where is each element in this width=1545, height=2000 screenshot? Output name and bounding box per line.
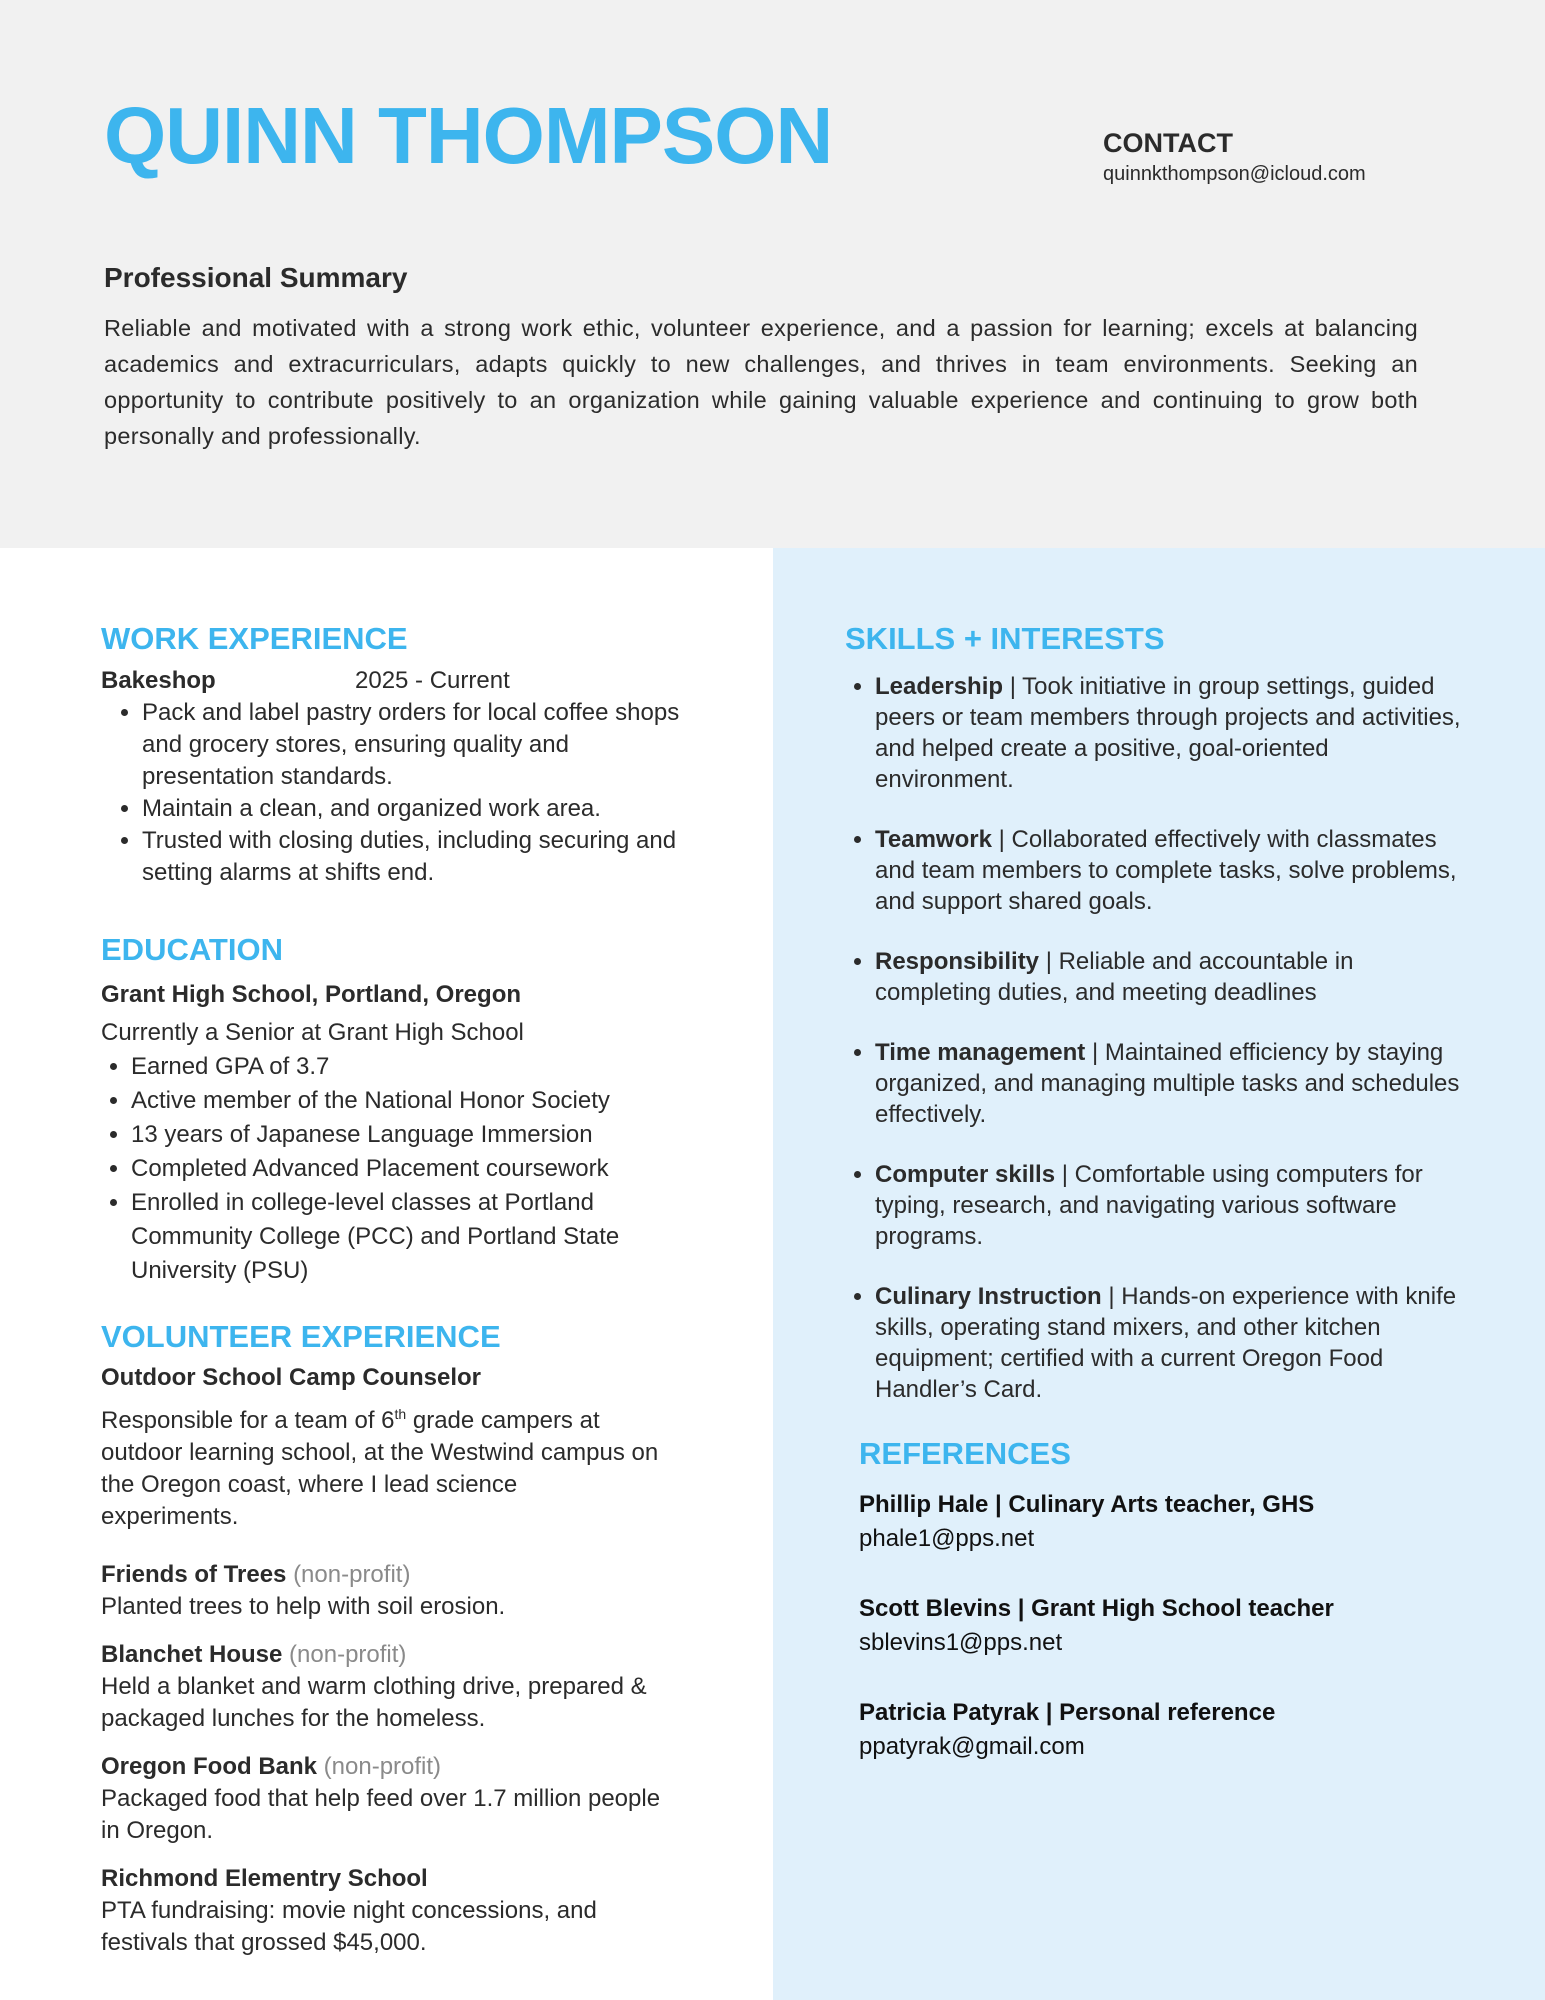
volunteer-org-line [101, 1863, 681, 1895]
job-row [101, 665, 681, 697]
counselor-text-b: grade campers at outdoor learning school, at the Westwind campus on the Oregon coast, where I lead science experiments. [101, 1406, 659, 1530]
volunteer-org: Oregon Food Bank [101, 1752, 317, 1780]
contact-heading: CONTACT [1103, 128, 1233, 158]
reference-entry [859, 1488, 1470, 1556]
reference-email[interactable]: phale1@pps.net [859, 1525, 1035, 1553]
volunteer-desc: Held a blanket and warm clothing drive, prepared & packaged lunches for the homeless. [101, 1672, 647, 1732]
list-item: • Maintain a clean, and organized work area. [142, 793, 681, 825]
volunteer-tag: (non-profit) [289, 1640, 407, 1668]
summary-heading: Professional Summary [104, 262, 408, 293]
skill-text: | Took initiative in group settings, guided peers or team members through projects and activities, and helped create a positive, goal-oriented environment. [875, 673, 1461, 794]
reference-name: Patricia Patyrak | Personal reference [859, 1699, 1276, 1727]
counselor-description [101, 1398, 661, 1533]
list-item: • Trusted with closing duties, including securing and setting alarms at shifts end. [142, 825, 681, 889]
volunteer-tag: (non-profit) [293, 1560, 411, 1588]
skill-text: | Maintained efficiency by staying organized, and managing multiple tasks and schedules effectively. [875, 1039, 1460, 1129]
skills-list [845, 671, 1470, 1405]
skill-item [875, 824, 1470, 917]
references-section [845, 1435, 1470, 1764]
volunteer-item [101, 1863, 681, 1959]
education-status: Currently a Senior at Grant High School [101, 1019, 524, 1047]
right-column [845, 620, 1470, 1800]
counselor-text-a: Responsible for a team of 6 [101, 1406, 395, 1434]
education-bullets [101, 1050, 681, 1288]
skill-text: | Collaborated effectively with classmates and team members to complete tasks, solve problems, and support shared goals. [875, 826, 1457, 916]
volunteer-desc: Packaged food that help feed over 1.7 million people in Oregon. [101, 1784, 661, 1844]
volunteer-heading: VOLUNTEER EXPERIENCE [101, 1319, 501, 1355]
skill-label: Responsibility [875, 948, 1040, 976]
volunteer-org: Friends of Trees [101, 1560, 287, 1588]
list-item: • 13 years of Japanese Language Immersion [131, 1118, 681, 1152]
skill-item [875, 1037, 1470, 1130]
skill-text: | Hands-on experience with knife skills, operating stand mixers, and other kitchen equipment; certified with a current Oregon Food Handler’s Card. [875, 1283, 1457, 1404]
volunteer-org: Richmond Elementry School [101, 1864, 428, 1892]
skill-label: Computer skills [875, 1161, 1056, 1189]
job-bullets [101, 697, 681, 889]
summary-text: Reliable and motivated with a strong work ethic, volunteer experience, and a passion for learning; excels at balancing academics and extracurriculars, adapts quickly to new challenges, and thrives in team environments. Seeking an opportunity to contribute positively to an organization while gaining valuable experience and continuing to grow both personally and professionally. [104, 315, 1418, 449]
references-heading: REFERENCES [859, 1436, 1071, 1472]
volunteer-org-line [101, 1639, 681, 1671]
reference-entry [859, 1696, 1470, 1764]
counselor-title: Outdoor School Camp Counselor [101, 1363, 482, 1391]
reference-name: Phillip Hale | Culinary Arts teacher, GHS [859, 1491, 1315, 1519]
volunteer-org-line [101, 1751, 681, 1783]
list-item: • Active member of the National Honor Society [131, 1084, 681, 1118]
volunteer-item [101, 1559, 681, 1623]
work-experience-section [101, 620, 681, 889]
contact-block [1103, 128, 1366, 186]
skill-label: Culinary Instruction [875, 1283, 1102, 1311]
skills-heading: SKILLS + INTERESTS [845, 621, 1165, 656]
summary-section [104, 262, 1418, 454]
list-item: • Completed Advanced Placement coursework [131, 1152, 681, 1186]
volunteer-item [101, 1639, 681, 1735]
volunteer-item [101, 1751, 681, 1847]
volunteer-section [101, 1318, 681, 1958]
contact-email[interactable]: quinnkthompson@icloud.com [1103, 163, 1366, 185]
list-item: • Earned GPA of 3.7 [131, 1050, 681, 1084]
education-section [101, 931, 681, 1288]
job-dates: 2025 - Current [355, 667, 510, 695]
reference-entry [859, 1592, 1470, 1660]
skill-item [875, 1159, 1470, 1252]
reference-email[interactable]: ppatyrak@gmail.com [859, 1733, 1085, 1761]
reference-email[interactable]: sblevins1@pps.net [859, 1629, 1063, 1657]
list-item: • Pack and label pastry orders for local coffee shops and grocery stores, ensuring quality and presentation standards. [142, 697, 681, 793]
ordinal-suffix: th [394, 1405, 407, 1422]
education-heading: EDUCATION [101, 932, 283, 968]
volunteer-tag: (non-profit) [323, 1752, 442, 1780]
list-item: • Enrolled in college-level classes at Portland Community College (PCC) and Portland State University (PSU) [131, 1186, 681, 1288]
skill-text: | Comfortable using computers for typing, research, and navigating various software programs. [875, 1161, 1423, 1251]
skill-label: Leadership [875, 673, 1004, 701]
left-column [101, 620, 681, 1959]
volunteer-desc: PTA fundraising: movie night concessions, and festivals that grossed $45,000. [101, 1896, 597, 1956]
job-place: Bakeshop [101, 667, 216, 695]
skill-label: Teamwork [875, 826, 992, 854]
header-band [0, 0, 1545, 548]
skills-section [845, 620, 1470, 1405]
skill-text: | Reliable and accountable in completing duties, and meeting deadlines [875, 948, 1354, 1007]
volunteer-desc: Planted trees to help with soil erosion. [101, 1592, 506, 1620]
work-experience-heading: WORK EXPERIENCE [101, 621, 408, 656]
reference-name: Scott Blevins | Grant High School teacher [859, 1595, 1334, 1623]
volunteer-org-line [101, 1559, 681, 1591]
skill-label: Time management [875, 1039, 1086, 1067]
candidate-name: QUINN THOMPSON [104, 91, 833, 180]
skill-item [875, 946, 1470, 1008]
school-name: Grant High School, Portland, Oregon [101, 981, 522, 1009]
skill-item [875, 1281, 1470, 1405]
skill-item [875, 671, 1470, 795]
volunteer-org: Blanchet House [101, 1640, 283, 1668]
